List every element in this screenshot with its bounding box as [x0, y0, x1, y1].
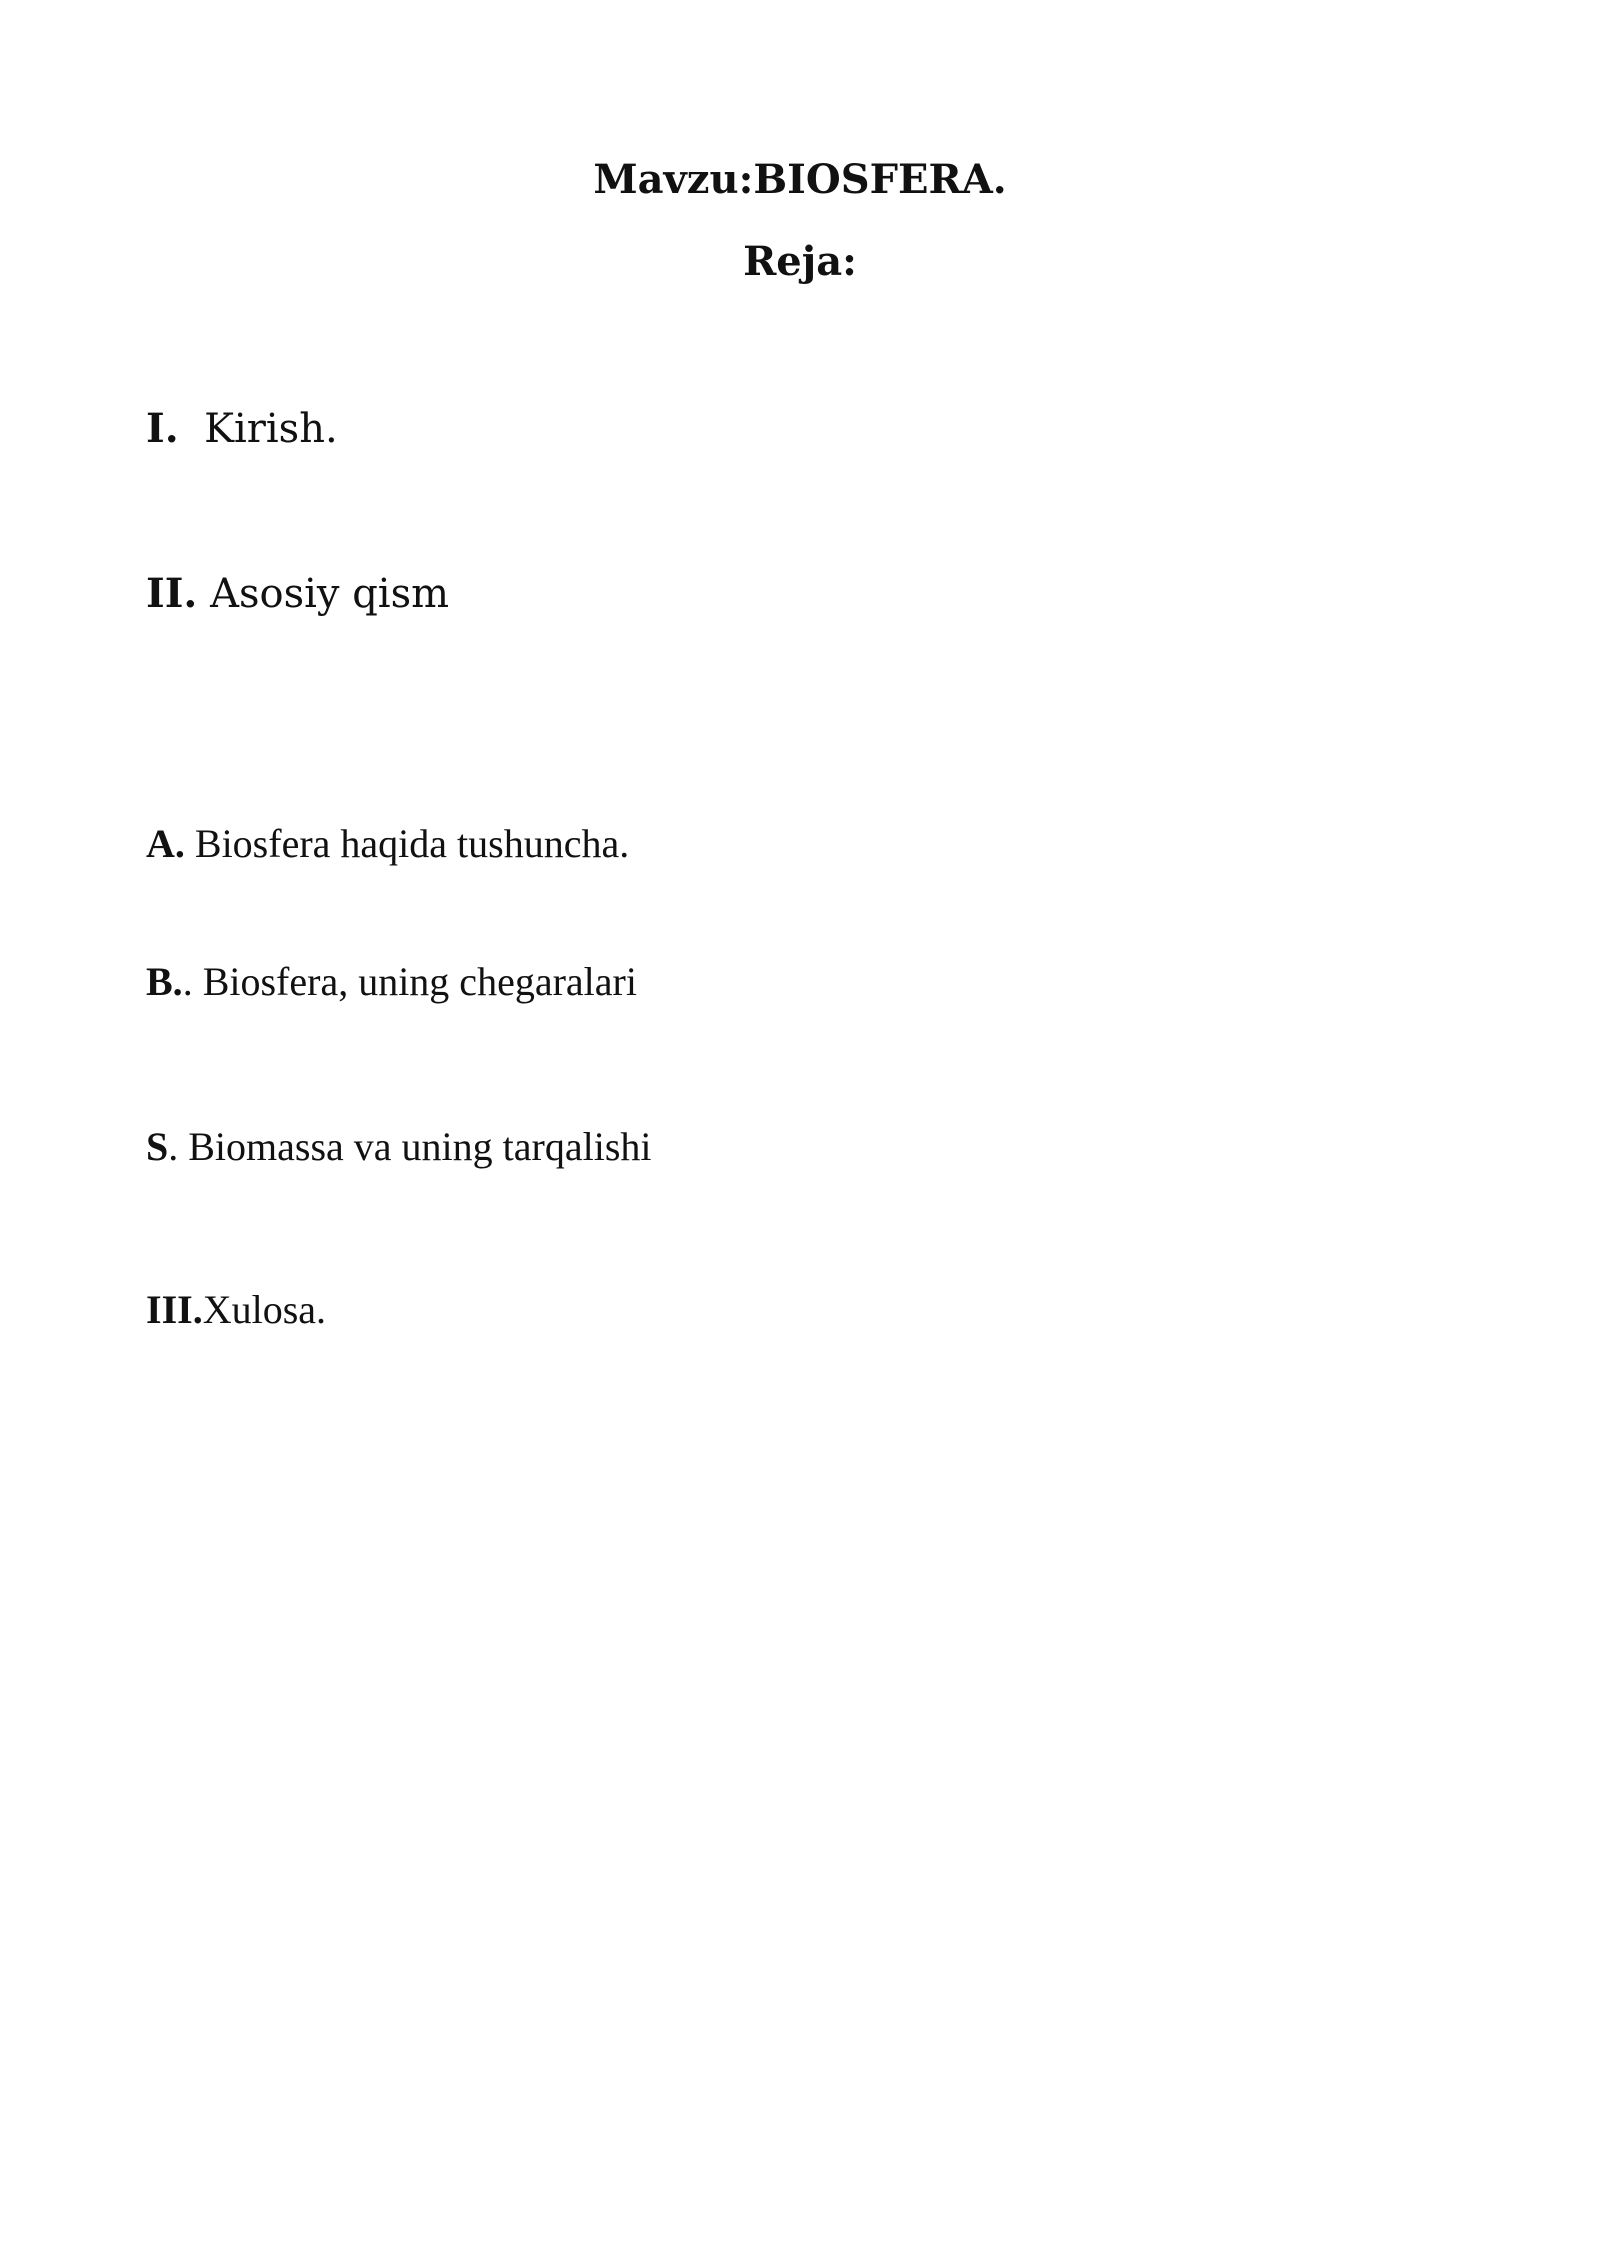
plan-item-text: . Biomassa va uning tarqalishi	[168, 1124, 652, 1169]
plan-item-number: A.	[146, 821, 185, 866]
plan-item-3	[146, 819, 629, 869]
plan-item-4	[146, 957, 637, 1007]
plan-heading: Reja:	[743, 238, 857, 285]
plan-item-5	[146, 1122, 652, 1172]
plan-item-text: Biosfera haqida tushuncha.	[184, 821, 630, 866]
plan-item-text: Kirish.	[178, 406, 338, 452]
plan-item-number: S	[146, 1124, 169, 1169]
plan-item-number: B.	[146, 959, 183, 1004]
plan-item-6	[146, 1285, 326, 1335]
plan-item-text: Xulosa.	[202, 1287, 327, 1332]
plan-item-text: . Biosfera, uning chegaralari	[182, 959, 637, 1004]
plan-item-1	[146, 404, 338, 454]
plan-item-text: Asosiy qism	[197, 571, 450, 617]
plan-item-number: II.	[146, 570, 198, 617]
plan-item-number: I.	[146, 405, 179, 452]
plan-item-2	[146, 569, 449, 619]
topic-title: Mavzu:BIOSFERA.	[593, 156, 1007, 203]
plan-item-number: III.	[146, 1287, 203, 1332]
